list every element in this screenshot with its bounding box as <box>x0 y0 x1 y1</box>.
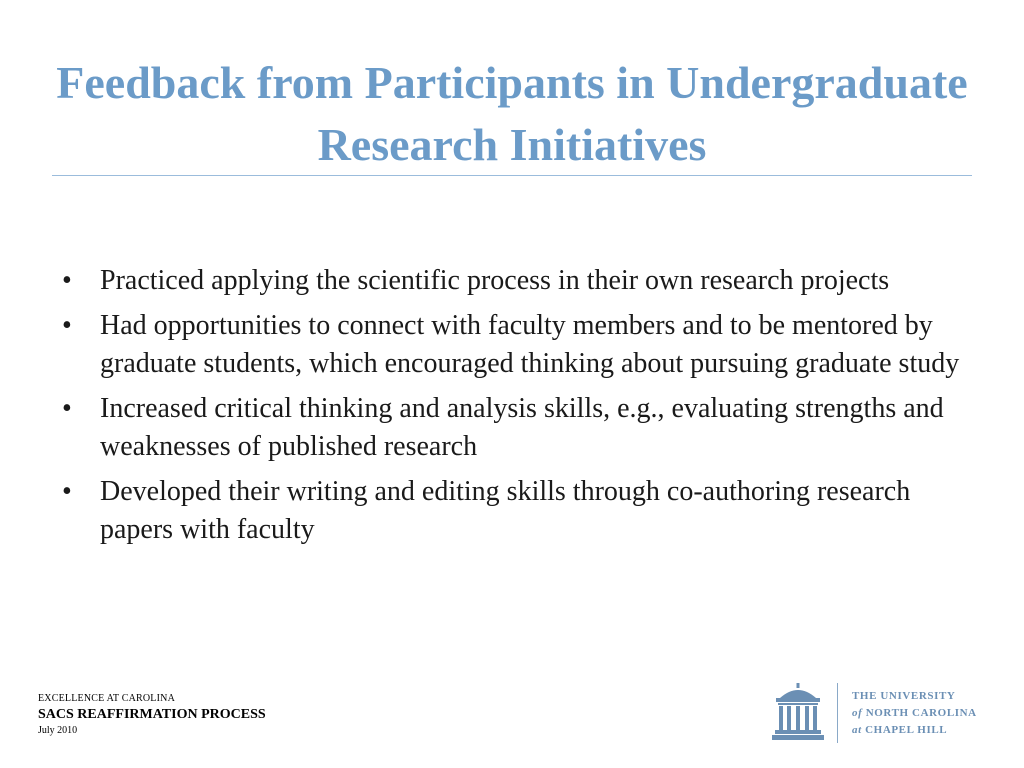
bullet-text: Had opportunities to connect with faculty members and to be mentored by graduate students, which encouraged thinking about pursuing graduate study <box>100 310 960 379</box>
bullet-icon: • <box>62 393 72 424</box>
old-well-icon <box>772 682 824 742</box>
footer <box>38 692 266 738</box>
bullet-text: Practiced applying the scientific process in their own research projects <box>100 265 890 296</box>
bullet-icon: • <box>62 310 72 341</box>
bullet-text: Increased critical thinking and analysis skills, e.g., evaluating strengths and weaknesses of published research <box>100 393 944 462</box>
bullet-text: Developed their writing and editing skills through co-authoring research papers with faculty <box>100 476 911 545</box>
footer-program: EXCELLENCE AT CAROLINA <box>38 693 175 704</box>
footer-process: SACS REAFFIRMATION PROCESS <box>38 707 266 722</box>
bullet-item <box>62 307 962 383</box>
bullet-list <box>62 262 962 556</box>
bullet-item <box>62 262 962 300</box>
wordmark-line3: at CHAPEL HILL <box>852 724 948 736</box>
wordmark-line1: THE UNIVERSITY <box>852 690 956 702</box>
bullet-icon: • <box>62 265 72 296</box>
bullet-item <box>62 390 962 466</box>
title-divider <box>52 175 972 176</box>
university-wordmark <box>852 688 977 739</box>
slide-title: Feedback from Participants in Undergraduate Research Initiatives <box>56 57 968 170</box>
footer-date: July 2010 <box>38 725 78 736</box>
wordmark-line2: of NORTH CAROLINA <box>852 707 977 719</box>
bullet-item <box>62 473 962 549</box>
bullet-icon: • <box>62 476 72 507</box>
logo-divider <box>837 683 838 743</box>
